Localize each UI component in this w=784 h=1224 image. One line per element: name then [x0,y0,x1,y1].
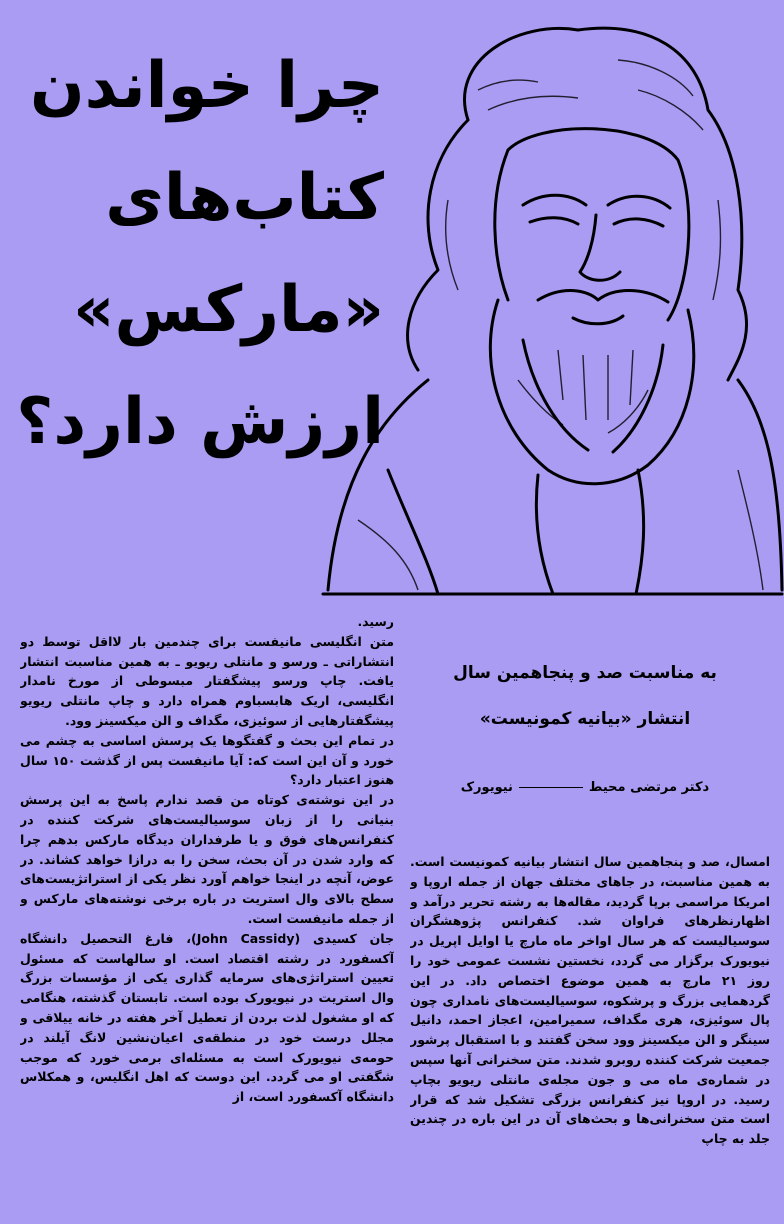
paragraph: در این نوشته‌ی کوتاه من قصد ندارم پاسخ به این پرسش بنیانی را از زبان سوسیالیست‌های شرکت کننده در کنفرانس‌های فوق و یا طرفداران دیدگاه مارکس بدهم چرا که وارد شدن در آن بحث، سخن را به درازا خواهد کشاند. در عوض، آنچه در اینجا خواهم آورد نظر یکی از استراتژیست‌های سطح بالای وال استریت در باره برخی نوشته‌های مارکس و از جمله مانیفست است. [20,792,394,926]
subtitle-line: انتشار «بیانیه کمونیست» [479,709,691,729]
author-name: دکتر مرتضی محیط [588,780,710,795]
article-body-left-column [20,612,394,1220]
byline-location: نیویورک [460,780,513,795]
article-subtitle [420,650,750,742]
paragraph: در تمام این بحث و گفتگوها یک پرسش اساسی به چشم می خورد و آن این است که: آیا مانیفست پس از گذشت ۱۵۰ سال هنوز اعتبار دارد؟ [20,732,394,788]
article-body-right-column [410,852,770,1220]
paragraph: رسید. [357,614,394,629]
byline [420,780,750,795]
subtitle-line: به مناسبت صد و پنجاهمین سال [453,663,717,683]
title-line: ارزش دارد؟ [16,385,384,459]
portrait-illustration [318,0,784,596]
paragraph: امسال، صد و پنجاهمین سال انتشار بیانیه کمونیست است. به همین مناسبت، در جاهای مختلف جهان از جمله اروپا و امریکا مراسمی برپا گردید، مقاله‌ها به رشته تحریر درآمد و اظهارنظرهای فراوان شد. کنفرانس پژوهشگران سوسیالیست که هر سال اواخر ماه مارچ یا اوایل اپریل در نیویورک برگزار می گردد، نخستین نشست عمومی خود را روز ۲۱ مارچ به همین موضوع اختصاص داد. در این گردهمایی بزرگ و پرشکوه، سوسیالیست‌های نامداری چون پال سوئیزی، هری مگداف، سمیرامین، اعجاز احمد، دانیل سینگر و الن میکسینز وود سخن گفتند و با استقبال پرشور جمعیت شرکت کننده روبرو شدند. متن سخنرانی آنها سپس در شماره‌ی ماه می و جون مجله‌ی مانتلی ریویو بچاپ رسید. در اروپا نیز کنفرانس بزرگی تشکیل شد که قرار است متن سخنرانی‌ها و بحث‌های آن در این باره در چندین جلد به چاپ [410,854,770,1147]
byline-separator [519,787,583,788]
title-line: کتاب‌های [105,161,384,235]
title-line: چرا خواندن [30,49,384,123]
title-line: «مارکس» [73,273,384,347]
paragraph: جان کسیدی (John Cassidy)، فارغ التحصیل دانشگاه آکسفورد در رشته اقتصاد است. او سالهاست که مسئول تعیین استراتژی‌های سرمایه گذاری یکی از مؤسسات بزرگ وال استریت در نیویورک بوده است. تابستان گذشته، هنگامی که او مشغول لذت بردن از تعطیل آخر هفته در خانه ییلاقی و مجلل درست خود در منطقه‌ی اعیان‌نشین لانگ آیلند در حومه‌ی نیویورک است به مسئله‌ای برمی خورد که موجب شگفتی او می گردد. این دوست که اهل انگلیس، و همکلاس دانشگاه آکسفورد است، از [20,930,394,1105]
paragraph: متن انگلیسی مانیفست برای چندمین بار لااقل توسط دو انتشاراتی ـ ورسو و مانتلی ریویو ـ به همین مناسبت انتشار یافت. چاپ ورسو پیشگفتار مبسوطی از مورخ نامدار انگلیسی، اریک هابسباوم همراه دارد و چاپ مانتلی ریویو پیشگفتارهایی از سوئیزی، مگداف و الن میکسینز وود. [20,633,394,728]
